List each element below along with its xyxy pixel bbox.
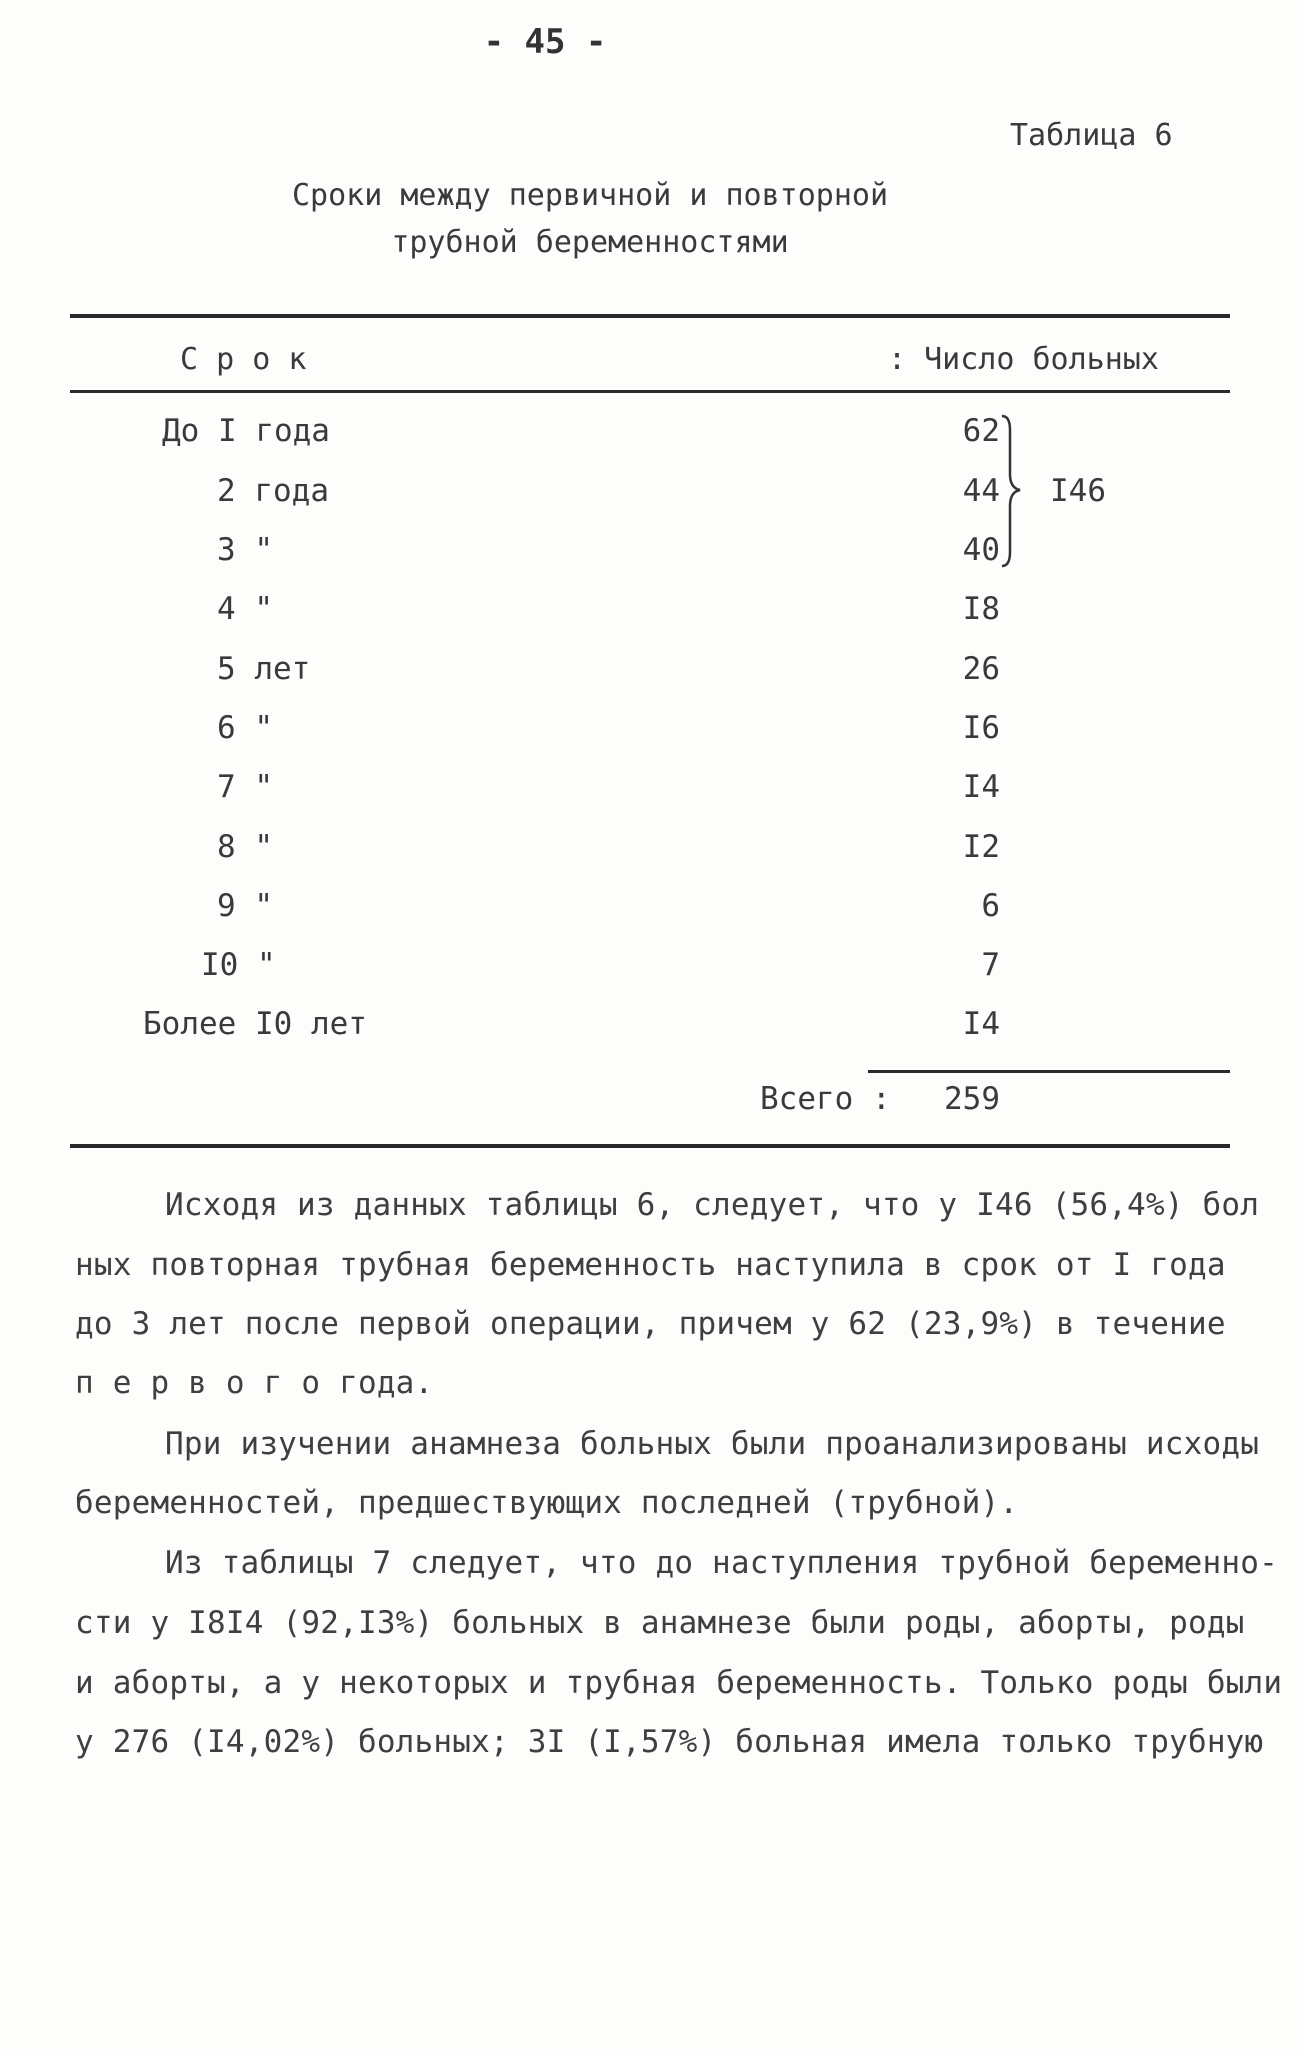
row-term: 8 " — [217, 829, 273, 865]
row-term: 3 " — [217, 532, 273, 568]
header-count: : Число больных — [888, 342, 1159, 377]
paragraph-line: Исходя из данных таблицы 6, следует, что у I46 (56,4%) бол — [165, 1187, 1260, 1223]
paragraph-line: При изучении анамнеза больных были проанализированы исходы — [165, 1426, 1260, 1462]
table-bottom-rule — [70, 1144, 1230, 1148]
row-value: 26 — [962, 651, 1000, 687]
row-term: 6 " — [217, 710, 273, 746]
page-number: - 45 - — [483, 22, 607, 62]
total-rule — [868, 1070, 1230, 1073]
table-label: Таблица 6 — [1010, 118, 1173, 153]
paragraph-line: и аборты, а у некоторых и трубная беременность. Только роды были — [75, 1665, 1283, 1701]
header-term: С р о к — [180, 342, 307, 377]
row-value: 62 — [962, 413, 1000, 449]
row-term: 5 лет — [217, 651, 311, 687]
row-term: 9 " — [217, 888, 273, 924]
row-value: 44 — [962, 473, 1000, 509]
row-value: I8 — [962, 591, 1000, 627]
table-top-rule — [70, 314, 1230, 318]
row-term: 4 " — [217, 591, 273, 627]
row-term: До I года — [162, 413, 330, 449]
row-term: 2 года — [217, 473, 329, 509]
header-rule — [70, 390, 1230, 393]
row-term: 7 " — [217, 769, 273, 805]
row-value: I2 — [962, 829, 1000, 865]
paragraph-line: Из таблицы 7 следует, что до наступления трубной беременно- — [165, 1545, 1278, 1581]
brace-total: I46 — [1050, 473, 1106, 509]
paragraph-line: беременностей, предшествующих последней (трубной). — [75, 1485, 1019, 1521]
total-label: Всего : — [760, 1081, 891, 1117]
paragraph-line: ных повторная трубная беременность наступила в срок от I года — [75, 1247, 1226, 1283]
table-title-line-2: трубной беременностями — [391, 225, 789, 260]
row-value: 6 — [981, 888, 1000, 924]
paragraph-line: до 3 лет после первой операции, причем у 62 (23,9%) в течение — [75, 1306, 1226, 1342]
paragraph-line: у 276 (I4,02%) больных; 3I (I,57%) больная имела только трубную — [75, 1724, 1264, 1760]
right-brace-icon — [998, 412, 1028, 572]
row-value: I6 — [962, 710, 1000, 746]
paragraph-line: п е р в о г о года. — [75, 1365, 434, 1401]
row-term: I0 " — [201, 947, 276, 983]
table-title-line-1: Сроки между первичной и повторной — [291, 178, 889, 213]
row-value: I4 — [962, 1006, 1000, 1042]
total-value: 259 — [944, 1081, 1000, 1117]
row-value: 40 — [962, 532, 1000, 568]
row-term: Более I0 лет — [143, 1006, 367, 1042]
paragraph-line: сти у I8I4 (92,I3%) больных в анамнезе были роды, аборты, роды — [75, 1605, 1245, 1641]
row-value: 7 — [981, 947, 1000, 983]
row-value: I4 — [962, 769, 1000, 805]
